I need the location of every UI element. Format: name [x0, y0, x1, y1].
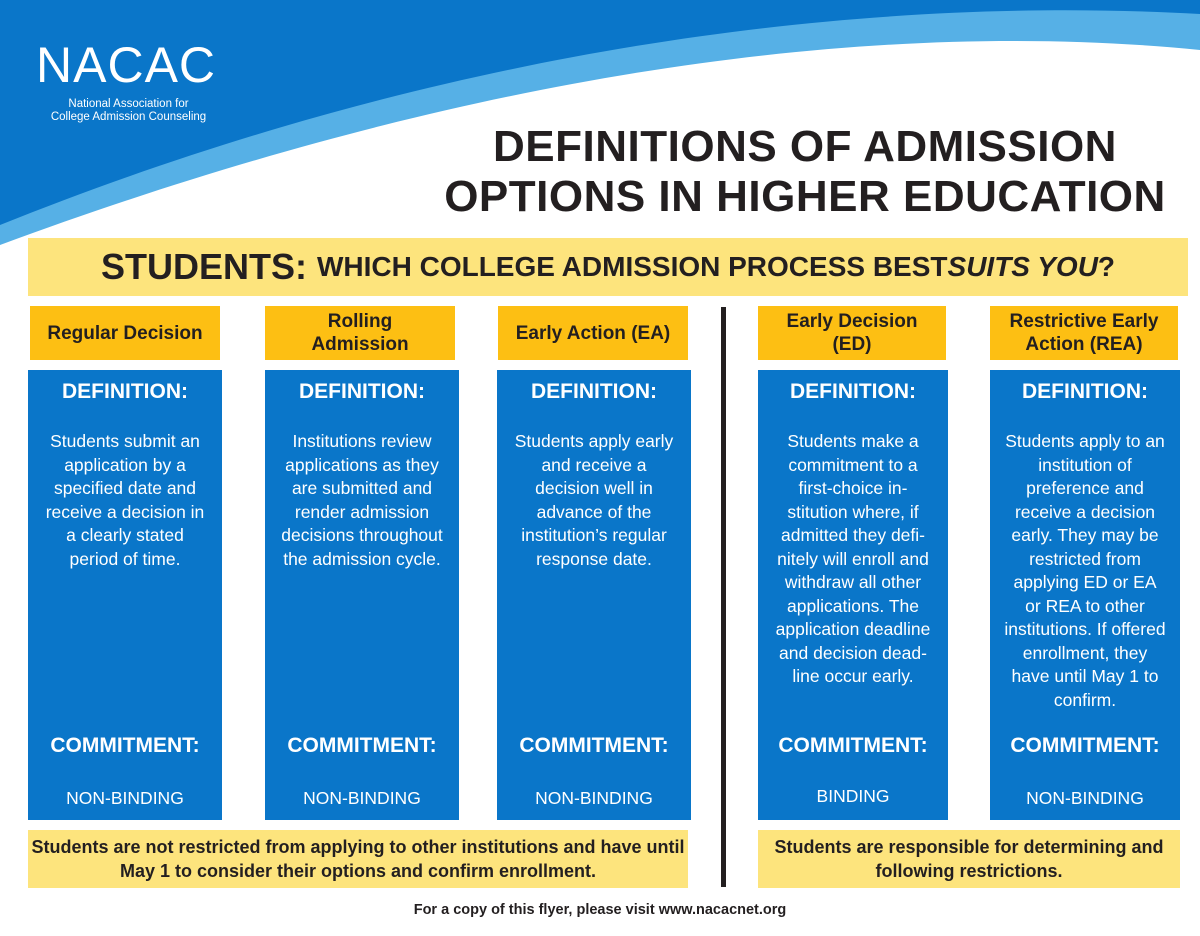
- column-heading-line1: Early Decision: [786, 311, 918, 332]
- commitment-label: COMMITMENT:: [287, 734, 437, 757]
- commitment-value: NON-BINDING: [1026, 788, 1144, 808]
- column-heading-line1: Early Action (EA): [515, 322, 671, 344]
- column-heading-regular-decision: [30, 306, 220, 360]
- column-heading-early-decision: [758, 306, 946, 360]
- definition-label: DEFINITION:: [62, 380, 188, 403]
- commitment-label: COMMITMENT:: [50, 734, 200, 757]
- page-title: [420, 122, 1190, 222]
- note-restrictions: [758, 830, 1180, 888]
- definition-label: DEFINITION:: [531, 380, 657, 403]
- students-banner: [28, 238, 1188, 296]
- commitment-value: NON-BINDING: [535, 788, 653, 808]
- definition-text: Students apply early and receive a decision well in advance of the institution’s regular response date.: [514, 431, 674, 569]
- note-non-binding: [28, 830, 688, 888]
- banner-text: WHICH COLLEGE ADMISSION PROCESS BEST: [316, 251, 948, 282]
- column-heading-rolling-admission: [265, 306, 455, 360]
- page-title-line1: DEFINITIONS OF ADMISSION: [493, 122, 1117, 171]
- commitment-value: NON-BINDING: [303, 788, 421, 808]
- nacac-logo: [36, 37, 221, 124]
- definition-label: DEFINITION:: [1022, 380, 1148, 403]
- commitment-label: COMMITMENT:: [778, 734, 928, 757]
- card-rolling-admission: [265, 370, 459, 820]
- card-restrictive-early-action: [990, 370, 1180, 820]
- card-early-decision: [758, 370, 948, 820]
- column-heading-line2: (ED): [832, 334, 872, 355]
- definition-text: Students apply to an institution of preference and receive a decision early. They may be restricted from applying ED or EA or REA to other institutions. If offered enrollment, they have until May 1 to confirm.: [1004, 431, 1166, 710]
- column-heading-line1: Regular Decision: [47, 322, 203, 344]
- column-heading-line2: Admission: [311, 334, 409, 355]
- note-restrictions-text: Students are responsible for determining and following restrictions.: [774, 837, 1164, 881]
- section-divider: [721, 307, 726, 887]
- commitment-value: BINDING: [816, 786, 890, 806]
- commitment-label: COMMITMENT:: [1010, 734, 1160, 757]
- card-early-action: [497, 370, 691, 820]
- banner-emphasis: SUITS YOU: [947, 251, 1098, 282]
- column-heading-line1: Rolling: [327, 311, 393, 332]
- banner-end: ?: [1097, 251, 1116, 282]
- footer-text: For a copy of this flyer, please visit www.nacacnet.org: [413, 902, 787, 918]
- commitment-label: COMMITMENT:: [519, 734, 669, 757]
- column-heading-early-action: [498, 306, 688, 360]
- page-title-line2: OPTIONS IN HIGHER EDUCATION: [444, 172, 1166, 221]
- definition-text: Students make a commitment to a first-choice in-stitution where, if admitted they defi-nitely will enroll and withdraw all other applications. The application deadline and decision dead-line occur early.: [775, 431, 931, 686]
- logo-subtitle-line1: National Association for: [68, 98, 189, 110]
- definition-text: Institutions review applications as they are submitted and render admission decisions throughout the admission cycle.: [281, 431, 443, 569]
- definition-label: DEFINITION:: [299, 380, 425, 403]
- card-regular-decision: [28, 370, 222, 820]
- column-heading-line2: Action (REA): [1025, 334, 1143, 355]
- banner-lead: STUDENTS:: [100, 246, 307, 287]
- column-heading-line1: Restrictive Early: [1009, 311, 1159, 332]
- note-non-binding-text: Students are not restricted from applying to other institutions and have until May 1 to consider their options and confirm enrollment.: [31, 837, 685, 881]
- definition-text: Students submit an application by a specified date and receive a decision in a clearly stated period of time.: [45, 431, 205, 569]
- column-heading-restrictive-early-action: [990, 306, 1178, 360]
- logo-subtitle: [36, 98, 221, 124]
- definition-label: DEFINITION:: [790, 380, 916, 403]
- logo-wordmark: NACAC: [36, 37, 217, 93]
- logo-subtitle-line2: College Admission Counseling: [50, 111, 207, 123]
- commitment-value: NON-BINDING: [66, 788, 184, 808]
